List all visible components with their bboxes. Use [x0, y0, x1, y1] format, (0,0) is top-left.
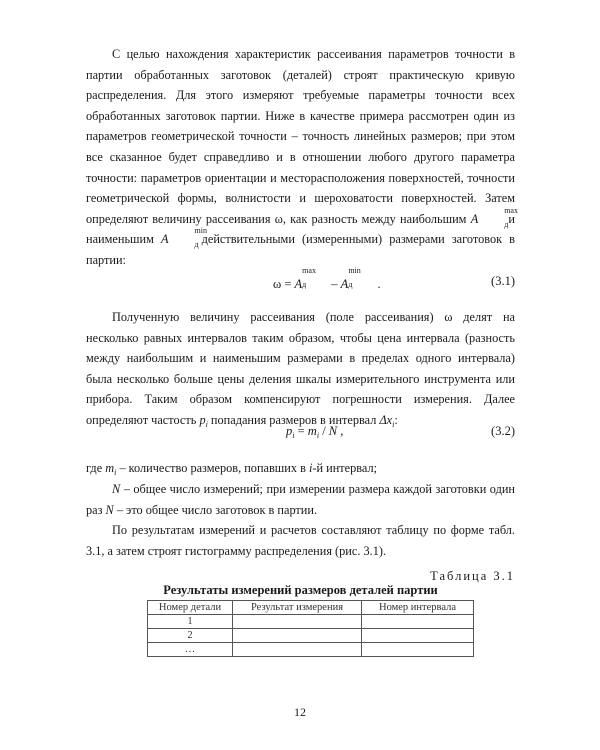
- eq1-a2: A: [340, 277, 349, 291]
- p1-end: действительными (измеренными) размерами заготовок в партии:: [86, 232, 515, 267]
- p4-n1: N: [112, 482, 121, 496]
- eq1-a1: A: [294, 277, 303, 291]
- header-measurement-result: Результат измерения: [233, 601, 362, 615]
- supsub-min: [169, 226, 207, 250]
- eq1-sup-min: min: [348, 266, 361, 275]
- eq1-dot: .: [374, 277, 381, 291]
- sub-d-1: д: [504, 219, 509, 229]
- eq1-sub-d2: д: [348, 280, 353, 289]
- sub-d-2: д: [194, 240, 199, 250]
- table-cell: [233, 643, 362, 657]
- table-cell: 2: [148, 629, 233, 643]
- table-cell: [233, 629, 362, 643]
- eq1-supsub-min: [348, 266, 374, 289]
- eq1-sup-max: max: [302, 266, 316, 275]
- eq2-eq: =: [294, 424, 308, 438]
- p2-i: i: [205, 419, 208, 429]
- p3-tail: -й интервал;: [312, 461, 378, 475]
- table-cell: [362, 643, 474, 657]
- formula-pi: [286, 424, 343, 440]
- table-title: Результаты измерений размеров деталей партии: [163, 583, 438, 597]
- p2-dx-i: i: [392, 419, 395, 429]
- header-part-number: Номер детали: [148, 601, 233, 615]
- eq1-sub-d1: д: [302, 280, 307, 289]
- results-table: [147, 600, 474, 657]
- paragraph-4: [86, 479, 515, 520]
- eq2-p-i: i: [292, 431, 295, 440]
- p3-end: – количество размеров, попавших в: [119, 461, 306, 475]
- p3-m: m: [105, 461, 115, 475]
- symbol-a-max: A: [470, 211, 479, 226]
- p3-m-i: i: [114, 468, 117, 477]
- p2-text: Полученную величину рассеивания (поле рассеивания) ω делят на несколько равных интервалов таким образом, чтобы цена интервала (разность между наибольшим и наименьшим размерами в пределах одного интервала) была несколько больше цены деления шкалы измерительного инструмента или прибора. Таким образом компенсируют погрешности измерения. Далее определяют частость: [86, 310, 515, 427]
- p4-start: – общее число измерений; при измерении размера каждой заготовки один раз: [86, 482, 515, 517]
- table-cell: 1: [148, 615, 233, 629]
- header-interval-number: Номер интервала: [362, 601, 474, 615]
- eq2-slash: /: [319, 424, 329, 438]
- p2-mid: попадания размеров в интервал: [210, 412, 377, 427]
- paragraph-5: [86, 520, 515, 561]
- table-row: [148, 629, 474, 643]
- eq1-lhs: ω =: [273, 277, 295, 291]
- p1-text: С целью нахождения характеристик рассеивания параметров точности в партии обработанных заготовок (деталей) строят практическую кривую распределения. Для этого измеряют требуемые параметры точности всех обработанных заготовок партии. Ниже в качестве примера рассмотрен один из параметров геометрической точности – точность линейных размеров; при этом все сказанное будет справедливо и в отношении любого другого параметра точности: параметров ориентации и месторасположения поверхностей, точности геометрической формы, волнистости и шероховатости поверхностей. Затем определяют величину рассеивания ω, как разность между наибольшим: [86, 47, 515, 226]
- equation-3-1: [86, 266, 515, 294]
- p2-dx: Δx: [379, 412, 393, 427]
- p4-end: – это общее число заготовок в партии.: [116, 502, 318, 517]
- symbol-a-min: A: [161, 232, 169, 247]
- table-cell: [362, 629, 474, 643]
- sup-min: min: [194, 226, 207, 236]
- eq1-minus: –: [328, 277, 341, 291]
- page-number: 12: [294, 705, 306, 719]
- p1-mid: и наименьшим: [86, 211, 516, 247]
- eq2-p: p: [286, 424, 293, 438]
- table-cell: …: [148, 643, 233, 657]
- eq2-m: m: [307, 424, 317, 438]
- p5-text: По результатам измерений и расчетов составляют таблицу по форме табл. 3.1, а затем строят гистограмму распределения (рис. 3.1).: [86, 523, 515, 558]
- equation-number-3-2: (3.2): [491, 424, 515, 438]
- p2-p: p: [199, 412, 206, 427]
- eq1-supsub-max: [302, 266, 328, 289]
- supsub-max: [478, 205, 518, 229]
- formula-omega: [273, 266, 381, 292]
- p3-i: i: [308, 461, 313, 475]
- table-cell: [362, 615, 474, 629]
- table-row: [148, 615, 474, 629]
- p3-start: где: [86, 461, 103, 475]
- eq2-m-i: i: [316, 431, 320, 440]
- paragraph-2: Полученную величину рассеивания (поле рассеивания) ω делят на несколько равных интервалов таким образом, чтобы цена интервала (разность между наибольшим и наименьшим размерами в пределах одного интервала) была несколько больше цены деления шкалы измерительного инструмента или прибора. Таким образом компенсируют погрешности измерения. Далее определяют частость $p_i$ попадания размеров в интервал $\Delta x_i$:: [86, 310, 515, 429]
- table-cell: [233, 615, 362, 629]
- table-label: Таблица 3.1: [430, 569, 515, 583]
- table-row: [148, 643, 474, 657]
- sup-max: max: [504, 205, 518, 215]
- equation-number-3-1: (3.1): [491, 274, 515, 288]
- eq2-comma: ,: [337, 424, 344, 438]
- table-header-row: [148, 601, 474, 615]
- eq2-n: N: [328, 424, 338, 438]
- p4-n2: N: [105, 502, 114, 517]
- paragraph-1: [86, 44, 518, 271]
